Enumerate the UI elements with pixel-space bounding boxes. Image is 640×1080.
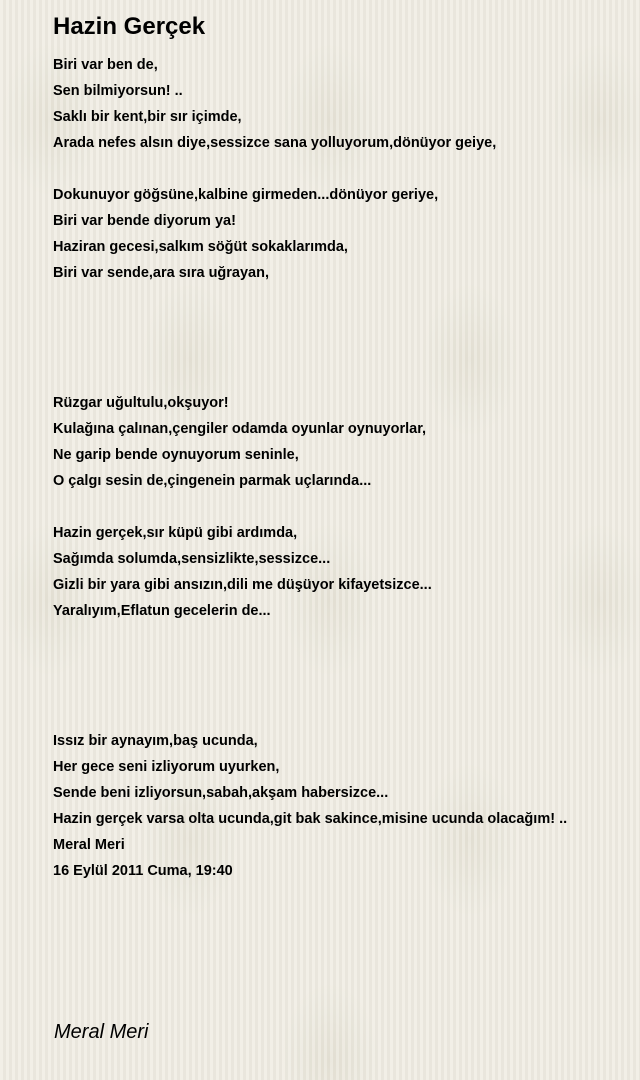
stanza-2 bbox=[53, 182, 635, 286]
poem-line: Her gece seni izliyorum uyurken, bbox=[53, 759, 280, 775]
poem-line: Gizli bir yara gibi ansızın,dili me düşüyor kifayetsizce... bbox=[53, 577, 432, 593]
poem-line: Biri var ben de, bbox=[53, 57, 158, 73]
poem-line: Biri var sende,ara sıra uğrayan, bbox=[53, 265, 269, 281]
poem-line: Biri var bende diyorum ya! bbox=[53, 213, 236, 229]
stanza-5 bbox=[53, 728, 635, 832]
stanza-3 bbox=[53, 390, 635, 494]
poem-line: Sağımda solumda,sensizlikte,sessizce... bbox=[53, 551, 331, 567]
poem-line: Arada nefes alsın diye,sessizce sana yolluyorum,dönüyor geiye, bbox=[53, 135, 497, 151]
poem-title: Hazin Gerçek bbox=[53, 13, 206, 40]
stanza-spacer bbox=[53, 624, 635, 728]
poem-line: O çalgı sesin de,çingenein parmak uçlarında... bbox=[53, 473, 372, 489]
poem-line: Dokunuyor göğsüne,kalbine girmeden...dönüyor geriye, bbox=[53, 187, 439, 203]
stanza-spacer bbox=[53, 156, 635, 182]
publish-date: 16 Eylül 2011 Cuma, 19:40 bbox=[53, 863, 233, 879]
author-signature: Meral Meri bbox=[54, 1021, 149, 1043]
stanza-4 bbox=[53, 520, 635, 624]
poem-line: Kulağına çalınan,çengiler odamda oyunlar oynuyorlar, bbox=[53, 421, 427, 437]
stanza-spacer bbox=[53, 494, 635, 520]
poem-line: Saklı bir kent,bir sır içimde, bbox=[53, 109, 242, 125]
stanza-1 bbox=[53, 52, 635, 156]
poem-line: Issız bir aynayım,baş ucunda, bbox=[53, 733, 258, 749]
author-name: Meral Meri bbox=[53, 837, 125, 853]
poem-body bbox=[53, 52, 635, 884]
poem-line: Hazin gerçek varsa olta ucunda,git bak sakince,misine ucunda olacağım! .. bbox=[53, 811, 568, 827]
poem-line: Rüzgar uğultulu,okşuyor! bbox=[53, 395, 229, 411]
poem-line: Sen bilmiyorsun! .. bbox=[53, 83, 183, 99]
stanza-spacer bbox=[53, 286, 635, 390]
poem-line: Yaralıyım,Eflatun gecelerin de... bbox=[53, 603, 271, 619]
poem-line: Sende beni izliyorsun,sabah,akşam habersizce... bbox=[53, 785, 389, 801]
poem-line: Ne garip bende oynuyorum seninle, bbox=[53, 447, 299, 463]
poem-line: Hazin gerçek,sır küpü gibi ardımda, bbox=[53, 525, 298, 541]
poem-line: Haziran gecesi,salkım söğüt sokaklarımda, bbox=[53, 239, 348, 255]
